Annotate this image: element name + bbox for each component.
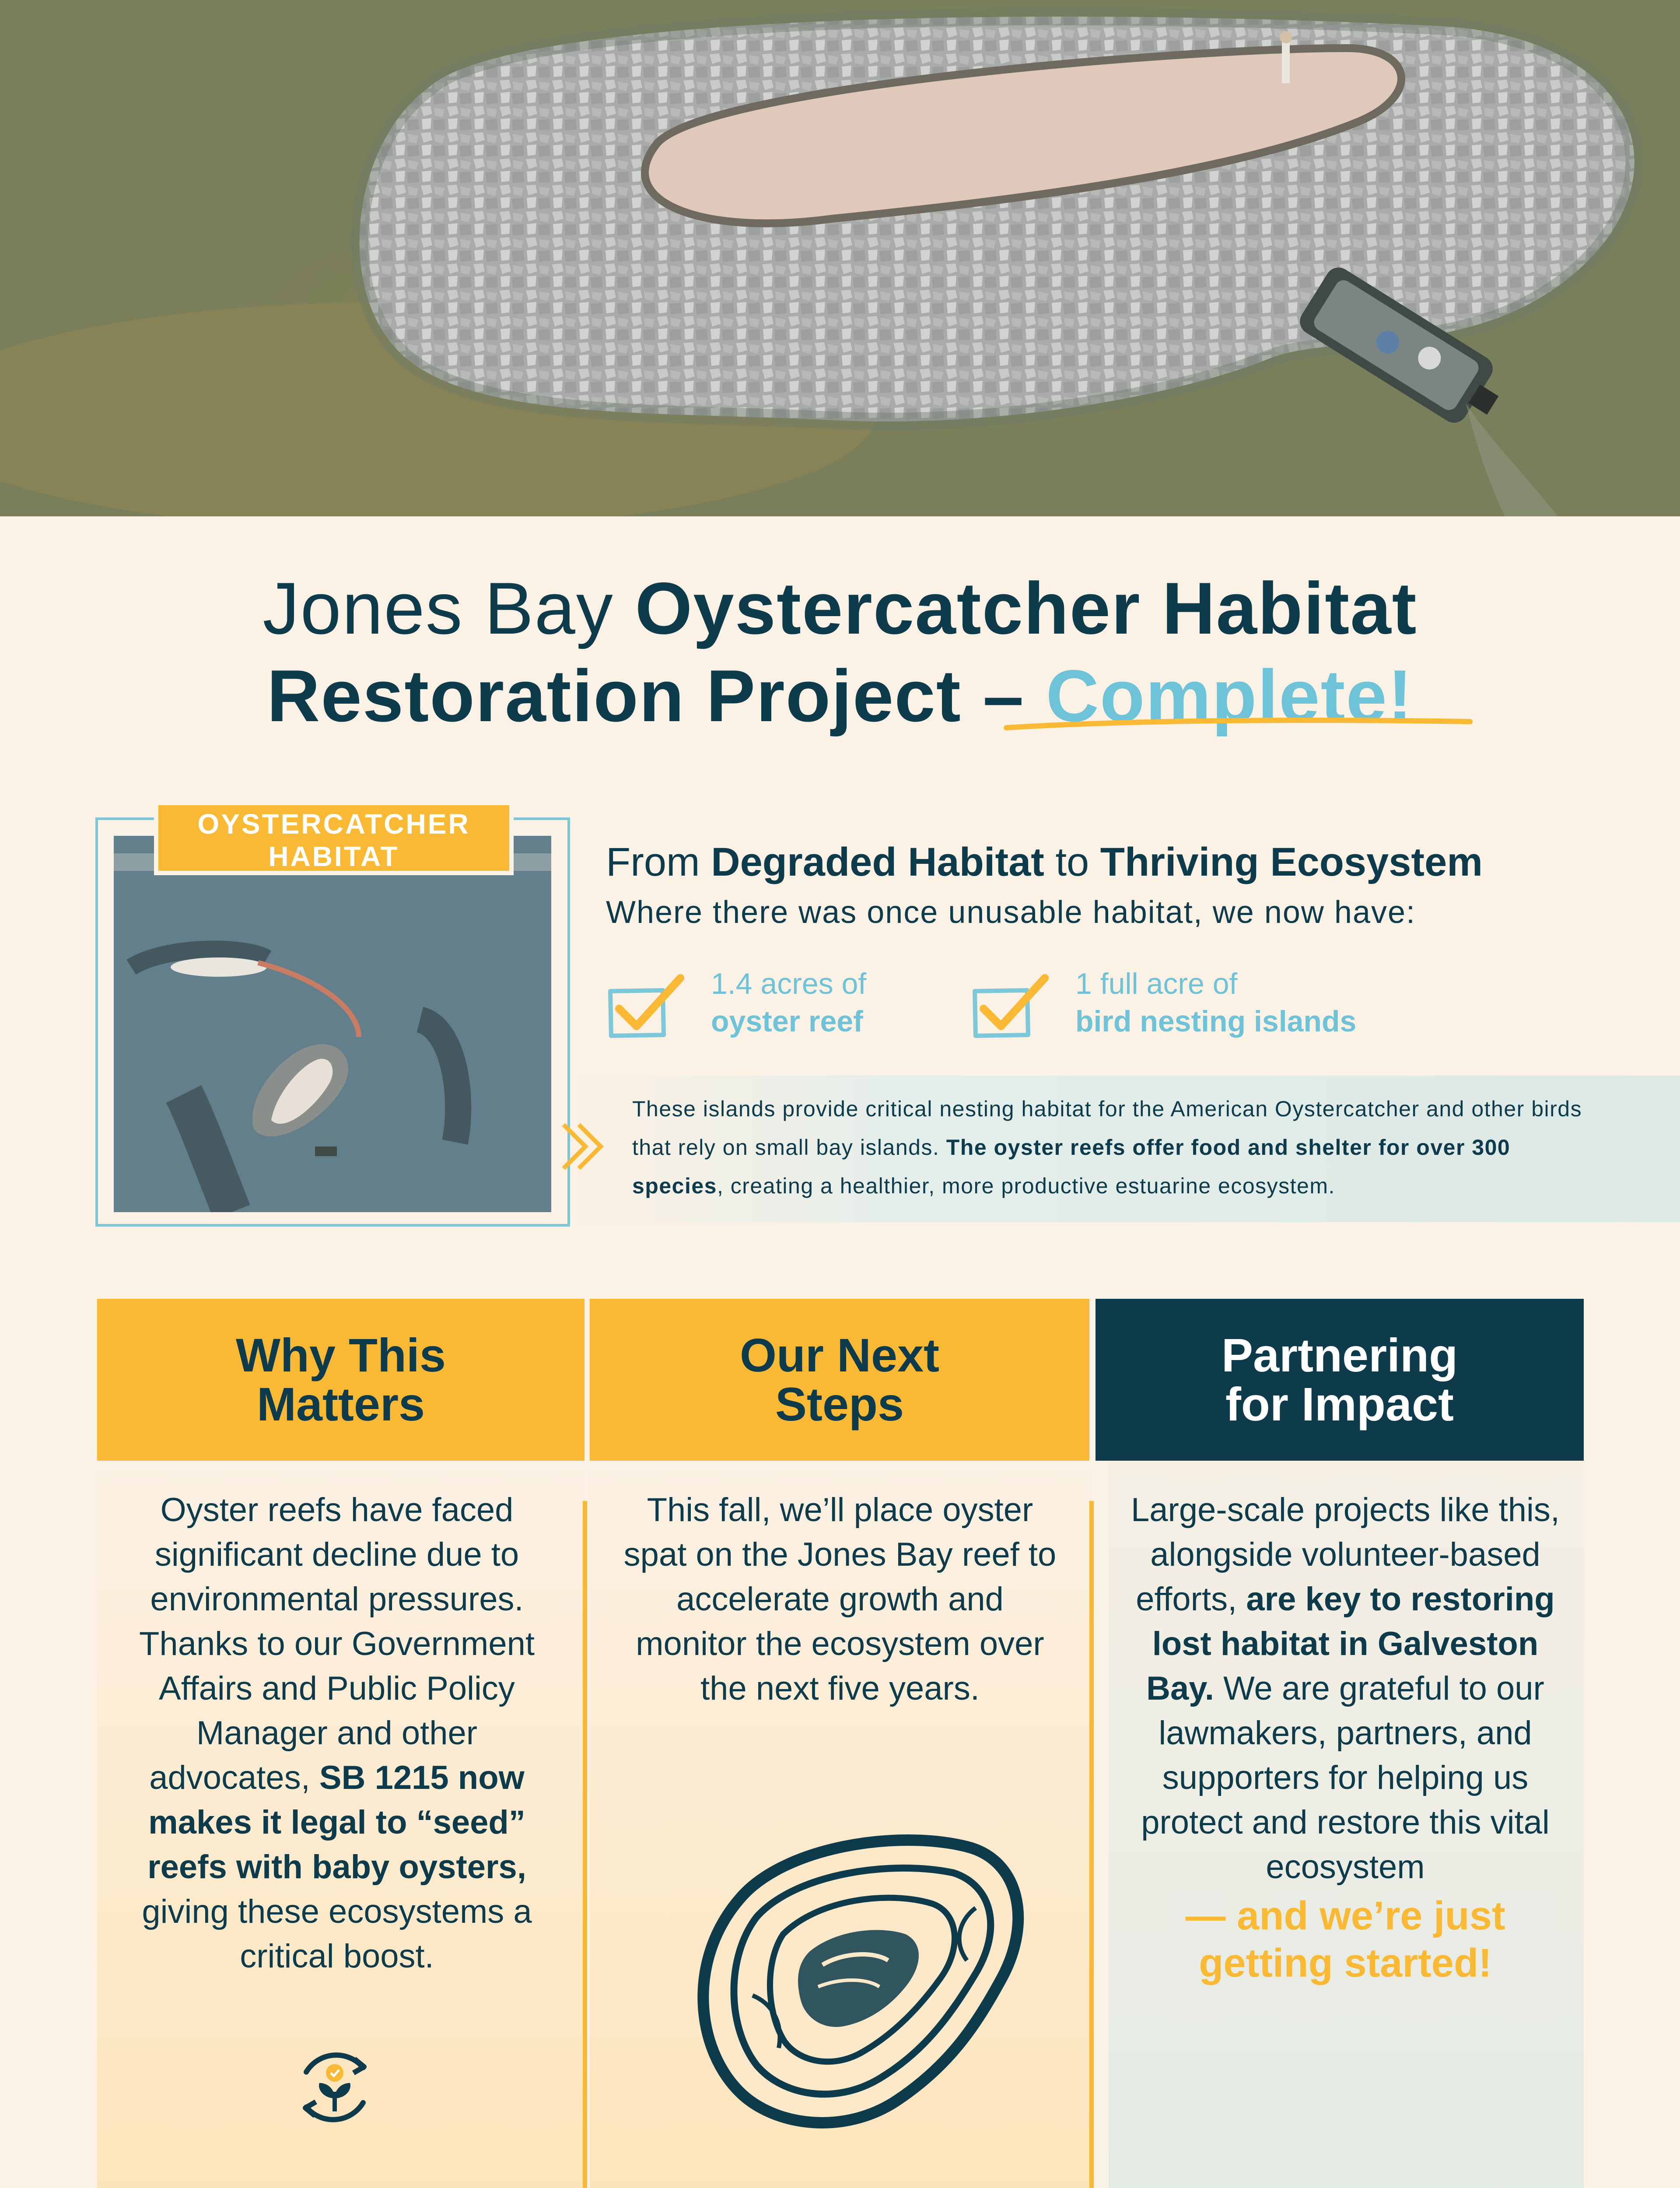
photo-label-line-1: OYSTERCATCHER — [197, 808, 470, 840]
why-matters-header — [97, 1299, 584, 1461]
partner-text-normal-2: We are grateful to our lawmakers, partners, and supporters for helping us protect and restore this vital ecosystem — [1141, 1670, 1550, 1886]
why-matters-text — [127, 1488, 547, 1979]
title-part-2: Oystercatcher Habitat — [635, 567, 1418, 649]
why-heading-line-1: Why This — [236, 1329, 446, 1382]
stat-bird-nesting-line-2: bird nesting islands — [1075, 1005, 1357, 1038]
partner-text-bold: are key to restoring lost habitat in Galveston Bay. — [1146, 1581, 1555, 1707]
partner-text-normal-1: Large-scale projects like this, alongside volunteer-based efforts, — [1131, 1491, 1560, 1618]
next-steps-text: This fall, we’ll place oyster spat on the Jones Bay reef to accelerate growth and monitor the ecosystem over the next five years. — [623, 1491, 1057, 1707]
oystercatcher-habitat-photo — [114, 836, 551, 1212]
title-part-3: Restoration Project – — [267, 655, 1046, 737]
why-heading-line-2: Matters — [256, 1378, 425, 1431]
title-complete: Complete! — [1046, 655, 1413, 737]
partnering-header — [1096, 1299, 1584, 1461]
intro-heading-thriving: Thriving Ecosystem — [1100, 840, 1483, 884]
intro-heading — [606, 838, 1483, 886]
stat-oyster-reef-text — [711, 965, 866, 1040]
sustainability-cycle-icon — [289, 2041, 381, 2133]
title-line-1 — [0, 565, 1680, 652]
photo-label-line-2: HABITAT — [268, 841, 399, 872]
checkbox-check-icon — [606, 974, 685, 1039]
stat-oyster-reef-line-1: 1.4 acres of — [711, 967, 867, 1000]
intro-subheading: Where there was once unusable habitat, we now have: — [606, 895, 1416, 930]
why-text-normal-2: giving these ecosystems a critical boost. — [142, 1893, 532, 1975]
photo-label — [154, 801, 514, 875]
oyster-shell-illustration — [669, 1820, 1037, 2135]
description-normal-1: These islands provide critical nesting habitat for the American Oystercatcher and other birds that rely on small bay islands. — [632, 1097, 1582, 1160]
partner-heading-line-1: Partnering — [1221, 1329, 1458, 1382]
column-divider — [1089, 1501, 1094, 2188]
why-text-bold: SB 1215 now makes it legal to “seed” reefs with baby oysters, — [147, 1759, 526, 1886]
next-heading-line-1: Our Next — [739, 1329, 940, 1382]
stat-oyster-reef-line-2: oyster reef — [711, 1005, 863, 1038]
description-normal-2: , creating a healthier, more productive estuarine ecosystem. — [717, 1174, 1335, 1198]
intro-heading-degraded: Degraded Habitat — [711, 840, 1044, 884]
next-steps-header — [590, 1299, 1089, 1461]
hero-aerial-photo — [0, 0, 1680, 516]
partner-heading-line-2: for Impact — [1225, 1378, 1454, 1431]
next-heading-line-2: Steps — [775, 1378, 904, 1431]
intro-heading-from: From — [606, 840, 711, 884]
underline-swoosh-icon — [1002, 711, 1474, 733]
stat-bird-nesting-line-1: 1 full acre of — [1075, 967, 1238, 1000]
description-bold: The oyster reefs offer food and shelter for over 300 species — [632, 1135, 1511, 1198]
partner-text-gold: — and we’re just getting started! — [1185, 1893, 1505, 1985]
title-part-1: Jones Bay — [262, 567, 635, 649]
checkbox-check-icon — [970, 974, 1049, 1039]
double-chevron-right-icon — [555, 1118, 612, 1175]
intro-heading-to: to — [1044, 840, 1100, 884]
partnering-text — [1124, 1488, 1566, 1987]
description-text — [632, 1090, 1595, 1205]
column-divider — [583, 1501, 587, 2188]
why-text-normal-1: Oyster reefs have faced significant decline due to environmental pressures. Thanks to our Government Affairs and Public Policy Manager and other advocates, — [139, 1491, 535, 1796]
stat-bird-nesting-text — [1075, 965, 1356, 1040]
